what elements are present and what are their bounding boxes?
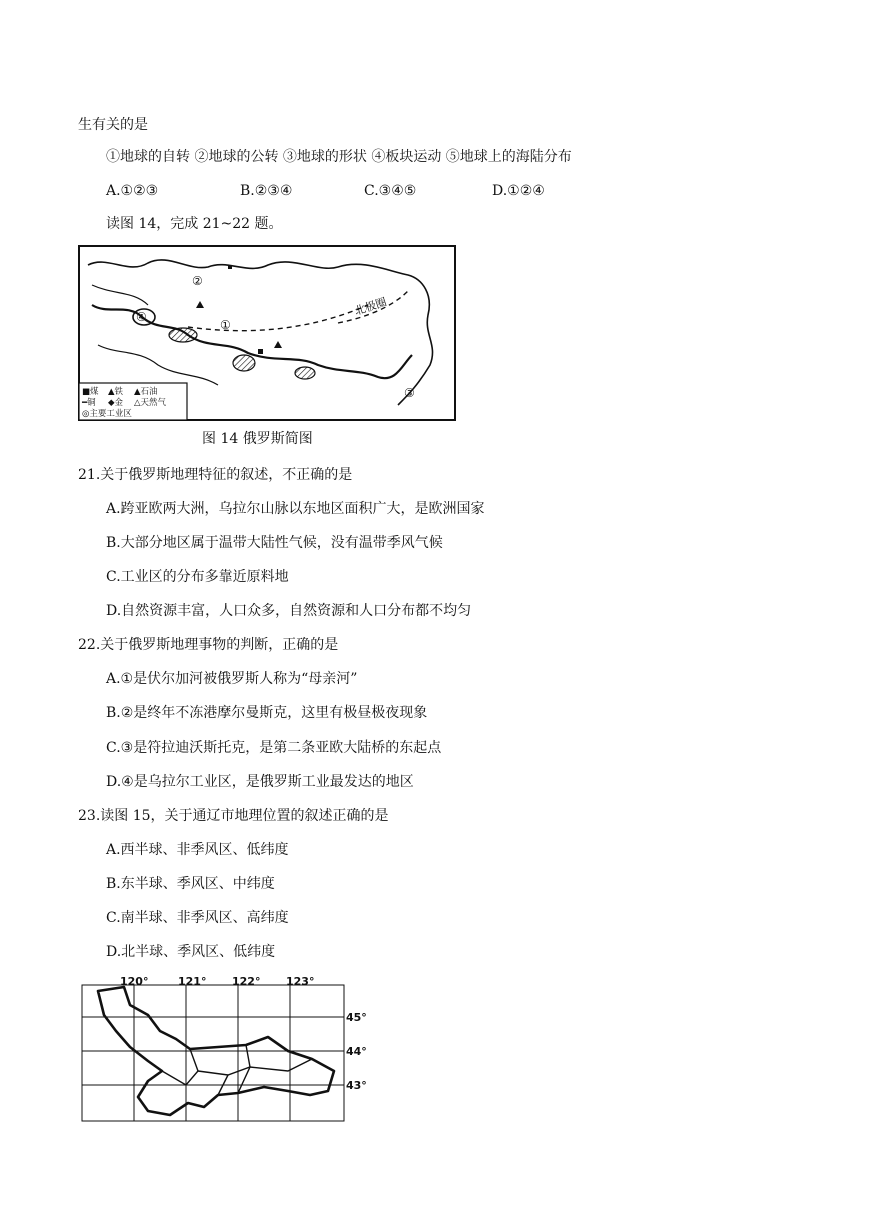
lon-label-122: 122° [232,975,261,988]
q22-option-d: D.④是乌拉尔工业区，是俄罗斯工业最发达的地区 [106,774,414,790]
legend-industrial-zone: ◎主要工业区 [82,409,132,419]
lon-label-121: 121° [178,975,207,988]
legend-coal: ■煤 [82,387,99,397]
legend-iron: ▲铁 [108,387,124,397]
map-label-2: ② [192,274,203,288]
q22-option-b: B.②是终年不冻港摩尔曼斯克，这里有极昼极夜现象 [106,705,428,721]
lat-label-43: 43° [346,1079,367,1092]
map-label-4: ④ [136,310,147,324]
lat-label-44: 44° [346,1045,367,1058]
arctic-circle-label: 北极圈 [352,295,389,318]
q23-option-b: B.东半球、季风区、中纬度 [106,876,275,892]
tongliao-map [78,975,374,1125]
q22-option-a: A.①是伏尔加河被俄罗斯人称为“母亲河” [106,671,358,687]
legend-gas: △天然气 [134,398,167,408]
lon-label-120: 120° [120,975,149,988]
lon-label-123: 123° [286,975,315,988]
legend-oil: ▲石油 [134,387,158,397]
q20-items: ①地球的自转 ②地球的公转 ③地球的形状 ④板块运动 ⑤地球上的海陆分布 [106,149,572,165]
intro-21-22: 读图 14，完成 21~22 题。 [106,216,283,232]
lat-label-45: 45° [346,1011,367,1024]
q20-option-a: A.①②③ [106,183,159,199]
map-label-3: ③ [404,386,415,400]
q20-option-c: C.③④⑤ [364,183,417,199]
q21-option-d: D.自然资源丰富，人口众多，自然资源和人口分布都不均匀 [106,603,472,619]
map-label-1: ① [220,318,231,332]
q21-option-c: C.工业区的分布多靠近原料地 [106,569,289,585]
legend-gold: ◆金 [108,398,124,408]
russia-map [78,245,456,421]
q20-continuation: 生有关的是 [78,117,148,133]
legend-copper: ━铜 [82,398,96,408]
q22-stem: 22.关于俄罗斯地理事物的判断，正确的是 [78,637,339,653]
q21-stem: 21.关于俄罗斯地理特征的叙述，不正确的是 [78,467,353,483]
q23-option-d: D.北半球、季风区、低纬度 [106,944,276,960]
q23-stem: 23.读图 15，关于通辽市地理位置的叙述正确的是 [78,808,389,824]
q23-option-c: C.南半球、非季风区、高纬度 [106,910,289,926]
q23-option-a: A.西半球、非季风区、低纬度 [106,842,289,858]
q22-option-c: C.③是符拉迪沃斯托克，是第二条亚欧大陆桥的东起点 [106,740,442,756]
q20-option-d: D.①②④ [492,183,545,199]
q20-option-b: B.②③④ [240,183,293,199]
fig14-caption: 图 14 俄罗斯简图 [202,431,313,447]
q21-option-a: A.跨亚欧两大洲，乌拉尔山脉以东地区面积广大，是欧洲国家 [106,501,485,517]
q21-option-b: B.大部分地区属于温带大陆性气候，没有温带季风气候 [106,535,443,551]
